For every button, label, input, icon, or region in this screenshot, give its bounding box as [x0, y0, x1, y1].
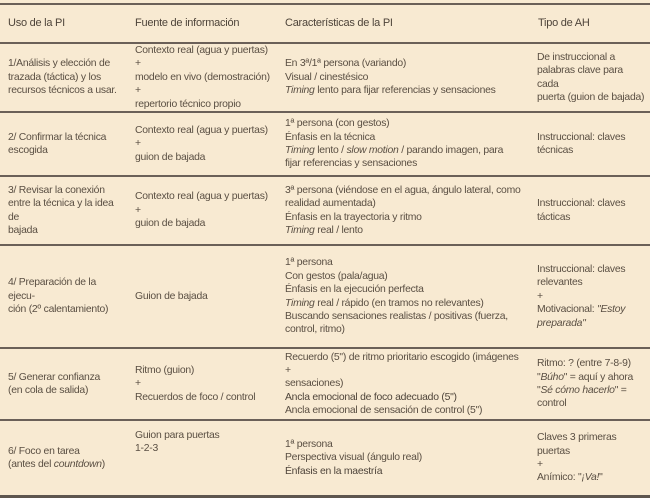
cell-tipo	[530, 420, 650, 497]
table-row	[0, 420, 650, 497]
cell-line: palabras clave para cada	[537, 65, 623, 90]
italic-term: Timing	[285, 224, 315, 236]
cell-line: 2/ Confirmar la técnica	[8, 131, 107, 143]
table-row	[0, 348, 650, 420]
plus-sign: +	[135, 378, 141, 390]
cell-line: Énfasis en la maestría	[285, 465, 383, 477]
cell-line	[285, 224, 526, 237]
cell-caracteristicas	[277, 348, 530, 420]
pi-table-container	[0, 3, 650, 485]
plus-sign: +	[537, 459, 543, 471]
cell-text: / parando imagen, para	[398, 145, 504, 157]
cell-tipo	[530, 43, 650, 112]
table-row	[0, 43, 650, 112]
cell-line: escogida	[8, 145, 48, 157]
cell-text: "	[537, 385, 541, 397]
cell-fuente	[127, 245, 277, 348]
cell-line: 1/Análisis y elección de	[8, 58, 111, 70]
cell-line: entre la técnica y la idea de	[8, 198, 114, 223]
cell-line	[537, 303, 646, 316]
cell-text: "	[599, 472, 603, 484]
cell-line: recursos técnicos a usar.	[8, 85, 117, 97]
cell-line: Ancla emocional de sensación de control (5")	[285, 405, 483, 417]
cell-line: técnicas	[537, 145, 574, 157]
header-caracteristicas: Características de la PI	[277, 4, 530, 43]
header-fuente: Fuente de información	[127, 4, 277, 43]
cell-line: Ritmo (guion)	[135, 364, 195, 376]
cell-tipo	[530, 176, 650, 245]
cell-line: Contexto real (agua y puertas) +	[135, 124, 268, 150]
cell-line	[537, 371, 646, 384]
cell-line: (en cola de salida)	[8, 385, 89, 397]
cell-caracteristicas	[277, 43, 530, 112]
cell-line	[537, 471, 646, 484]
cell-text: lento /	[314, 145, 347, 157]
cell-line: Guion para puertas	[135, 430, 220, 442]
cell-line: Buscando sensaciones realistas / positivas (fuerza,	[285, 310, 508, 322]
cell-text: lento para fijar referencias y sensaciones	[314, 85, 496, 97]
cell-uso	[0, 43, 127, 112]
cell-line: Contexto real (agua y puertas) +	[135, 191, 268, 216]
plus-sign: +	[537, 290, 543, 302]
cell-tipo	[530, 112, 650, 176]
cell-text: real / rápido (en tramos no relevantes)	[314, 297, 484, 309]
cell-line: Guion de bajada	[135, 290, 208, 302]
cell-line: realidad aumentada)	[285, 198, 376, 210]
cell-line: Instruccional: claves	[537, 131, 626, 143]
cell-fuente	[127, 112, 277, 176]
header-uso: Uso de la PI	[0, 4, 127, 43]
cell-line	[285, 84, 526, 97]
cell-line: Recuerdos de foco / control	[135, 391, 256, 403]
cell-uso	[0, 112, 127, 176]
cell-line: sensaciones)	[285, 378, 344, 390]
cell-line: De instruccional a	[537, 51, 616, 63]
cell-line: Ritmo: ? (entre 7-8-9)	[537, 358, 631, 370]
cell-text: Motivacional:	[537, 304, 598, 316]
cell-line	[537, 384, 646, 397]
cell-line: 5/ Generar confianza	[8, 371, 101, 383]
cell-line: bajada	[8, 224, 38, 236]
cell-line	[8, 458, 123, 471]
italic-term: Búho	[540, 371, 564, 383]
cell-line	[537, 317, 646, 330]
cell-uso	[0, 176, 127, 245]
italic-term: ¡Va!	[581, 472, 600, 484]
cell-text: " = aquí y ahora	[563, 371, 634, 383]
cell-line: Instruccional: claves	[537, 198, 626, 210]
italic-term: slow motion	[346, 145, 399, 157]
cell-text: (antes del	[8, 459, 54, 471]
cell-text: "	[537, 371, 541, 383]
cell-uso	[0, 348, 127, 420]
cell-line: Énfasis en la técnica	[285, 131, 376, 143]
cell-line: tácticas	[537, 211, 571, 223]
cell-tipo	[530, 348, 650, 420]
cell-line: 1ª persona	[285, 257, 333, 269]
cell-fuente	[127, 348, 277, 420]
cell-caracteristicas	[277, 176, 530, 245]
cell-text: real / lento	[314, 224, 363, 236]
cell-line: trazada (táctica) y los	[8, 71, 101, 83]
cell-uso	[0, 420, 127, 497]
header-tipo: Tipo de AH	[530, 4, 650, 43]
cell-line: control, ritmo)	[285, 324, 345, 336]
cell-caracteristicas	[277, 112, 530, 176]
cell-text: )	[101, 459, 106, 471]
cell-line: Contexto real (agua y puertas) +	[135, 45, 268, 70]
cell-line	[285, 144, 526, 157]
cell-line	[285, 297, 526, 310]
cell-line: 4/ Preparación de la ejecu-	[8, 277, 96, 302]
cell-line: Recuerdo (5") de ritmo prioritario escogido (imágenes +	[285, 351, 519, 376]
cell-line: 1-2-3	[135, 443, 159, 455]
cell-line: 3ª persona (viéndose en el agua, ángulo lateral, como	[285, 184, 521, 196]
pi-usage-table	[0, 3, 650, 498]
cell-line: guion de bajada	[135, 218, 206, 230]
cell-line: 6/ Foco en tarea	[8, 445, 80, 457]
cell-line: Con gestos (pala/agua)	[285, 270, 388, 282]
table-row	[0, 176, 650, 245]
cell-caracteristicas	[277, 420, 530, 497]
cell-line: Visual / cinestésico	[285, 71, 369, 83]
cell-line: Ancla emocional de foco adecuado (5")	[285, 391, 457, 403]
table-header-row	[0, 4, 650, 43]
cell-line: Instruccional: claves	[537, 264, 626, 276]
table-row	[0, 245, 650, 348]
italic-quote: "Estoy	[597, 304, 626, 316]
table-row	[0, 112, 650, 176]
cell-caracteristicas	[277, 245, 530, 348]
cell-fuente	[127, 420, 277, 497]
cell-line: 3/ Revisar la conexión	[8, 184, 105, 196]
cell-line: 1ª persona (con gestos)	[285, 118, 390, 130]
cell-text: " =	[614, 385, 627, 397]
cell-line: control	[537, 398, 567, 410]
cell-line: puerta (guion de bajada)	[537, 91, 645, 103]
cell-line: guion de bajada	[135, 151, 206, 163]
cell-line: relevantes	[537, 277, 583, 289]
cell-tipo	[530, 245, 650, 348]
cell-fuente	[127, 176, 277, 245]
cell-line: Perspectiva visual (ángulo real)	[285, 452, 422, 464]
cell-line: Énfasis en la ejecución perfecta	[285, 284, 424, 296]
cell-line: Énfasis en la trayectoria y ritmo	[285, 211, 422, 223]
cell-line: repertorio técnico propio	[135, 98, 241, 110]
cell-line: ción (2º calentamiento)	[8, 304, 109, 316]
italic-term: countdown	[53, 459, 102, 471]
cell-line: 1ª persona	[285, 438, 333, 450]
cell-uso	[0, 245, 127, 348]
italic-quote: preparada"	[537, 317, 586, 329]
cell-line: Claves 3 primeras puertas	[537, 432, 617, 457]
cell-line: fijar referencias y sensaciones	[285, 158, 418, 170]
cell-line: En 3ª/1ª persona (variando)	[285, 58, 407, 70]
cell-text: Anímico: "	[537, 472, 582, 484]
cell-line: modelo en vivo (demostración) +	[135, 71, 270, 97]
italic-term: Timing	[285, 145, 315, 157]
cell-fuente	[127, 43, 277, 112]
italic-term: Timing	[285, 297, 315, 309]
italic-term: Timing	[285, 85, 315, 97]
italic-term: Sé cómo hacerlo	[540, 385, 615, 397]
